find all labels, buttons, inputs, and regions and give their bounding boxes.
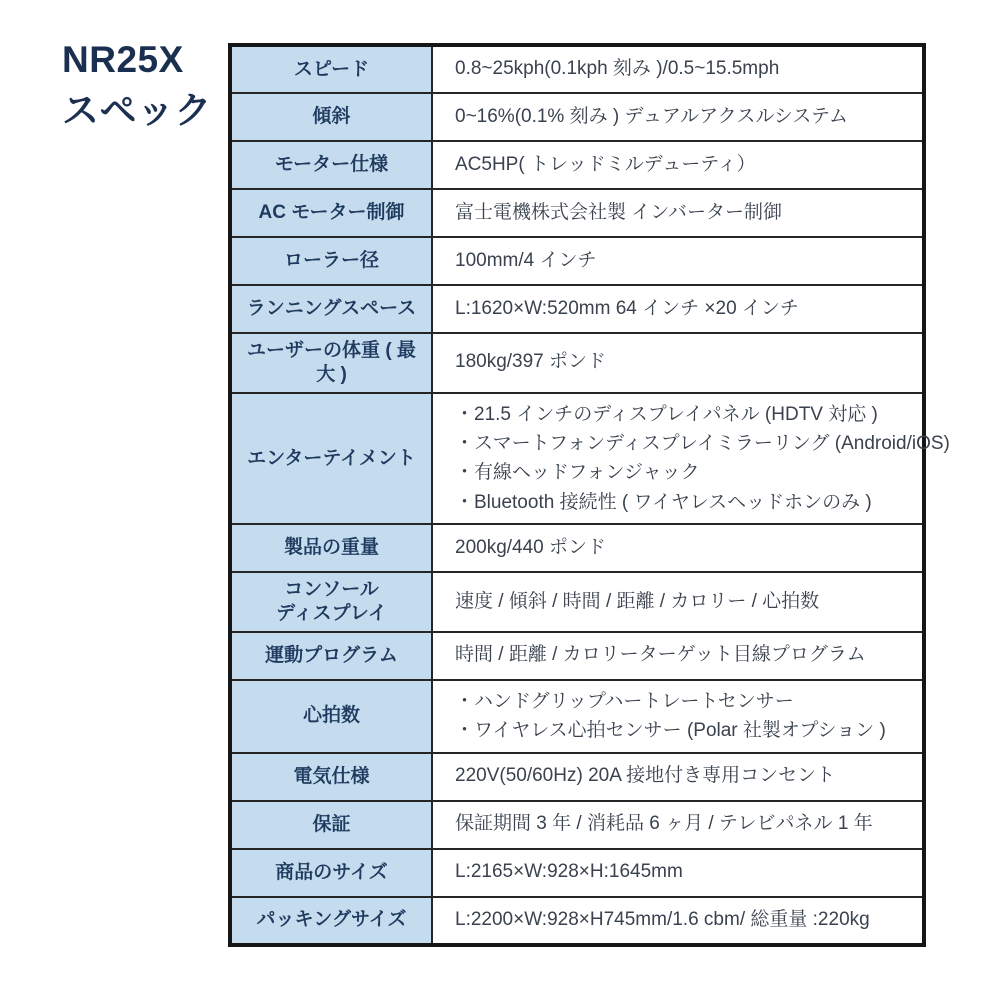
spec-label <box>230 572 432 632</box>
table-row <box>230 93 924 141</box>
table-row <box>230 680 924 753</box>
spec-value-line: ・Bluetooth 接続性 ( ワイヤレスヘッドホンのみ ) <box>455 491 872 513</box>
table-row <box>230 524 924 572</box>
spec-value: L:2200×W:928×H745mm/1.6 cbm/ 総重量 :220kg <box>432 897 924 945</box>
spec-value: AC5HP( トレッドミルデューティ） <box>432 141 924 189</box>
spec-label: ランニングスペース <box>230 285 432 333</box>
spec-value-line: ・ワイヤレス心拍センサー (Polar 社製オプション ) <box>455 720 886 742</box>
spec-value-line: ・ハンドグリップハートレートセンサー <box>455 690 794 712</box>
spec-label: AC モーター制御 <box>230 189 432 237</box>
spec-value: 100mm/4 インチ <box>432 237 924 285</box>
spec-label-line: ディスプレイ <box>276 603 387 624</box>
spec-value: 180kg/397 ポンド <box>432 333 924 393</box>
spec-value: 0~16%(0.1% 刻み ) デュアルアクスルシステム <box>432 93 924 141</box>
spec-value: 富士電機株式会社製 インバーター制御 <box>432 189 924 237</box>
spec-value: 220V(50/60Hz) 20A 接地付き専用コンセント <box>432 753 924 801</box>
spec-value: 200kg/440 ポンド <box>432 524 924 572</box>
spec-value <box>432 680 924 753</box>
spec-value: L:1620×W:520mm 64 インチ ×20 インチ <box>432 285 924 333</box>
spec-value-line: ・21.5 インチのディスプレイパネル (HDTV 対応 ) <box>455 403 878 425</box>
spec-label: 運動プログラム <box>230 632 432 680</box>
spec-label: ユーザーの体重 ( 最大 ) <box>230 333 432 393</box>
table-row <box>230 897 924 945</box>
spec-value-line: ・有線ヘッドフォンジャック <box>455 462 700 484</box>
spec-label: 保証 <box>230 801 432 849</box>
spec-label: パッキングサイズ <box>230 897 432 945</box>
spec-label: 商品のサイズ <box>230 849 432 897</box>
spec-label: 傾斜 <box>230 93 432 141</box>
spec-label: エンターテイメント <box>230 393 432 525</box>
table-row <box>230 285 924 333</box>
spec-value: 保証期間 3 年 / 消耗品 6 ヶ月 / テレビパネル 1 年 <box>432 801 924 849</box>
spec-table-body <box>230 45 950 945</box>
table-row <box>230 753 924 801</box>
spec-label: モーター仕様 <box>230 141 432 189</box>
table-row <box>230 632 924 680</box>
spec-label-line: コンソール <box>284 579 379 601</box>
spec-value-line: ・スマートフォンディスプレイミラーリング (Android/iOS) <box>455 432 950 454</box>
table-row <box>230 45 924 93</box>
spec-label: 心拍数 <box>230 680 432 753</box>
spec-value: 速度 / 傾斜 / 時間 / 距離 / カロリー / 心拍数 <box>432 572 924 632</box>
spec-value: L:2165×W:928×H:1645mm <box>432 849 924 897</box>
product-model: NR25X <box>62 39 184 80</box>
table-row <box>230 393 924 525</box>
table-row <box>230 189 924 237</box>
table-row <box>230 333 924 393</box>
table-row <box>230 141 924 189</box>
spec-label: 製品の重量 <box>230 524 432 572</box>
spec-value: 0.8~25kph(0.1kph 刻み )/0.5~15.5mph <box>432 45 924 93</box>
spec-label: 電気仕様 <box>230 753 432 801</box>
title-subtitle: スペック <box>62 90 212 132</box>
spec-value: 時間 / 距離 / カロリーターゲット目線プログラム <box>432 632 924 680</box>
page-title <box>62 34 212 136</box>
table-row <box>230 572 924 632</box>
spec-table <box>228 43 950 947</box>
table-row <box>230 237 924 285</box>
spec-label: スピード <box>230 45 432 93</box>
spec-value <box>432 393 950 525</box>
table-row <box>230 801 924 849</box>
table-row <box>230 849 924 897</box>
spec-label: ローラー径 <box>230 237 432 285</box>
